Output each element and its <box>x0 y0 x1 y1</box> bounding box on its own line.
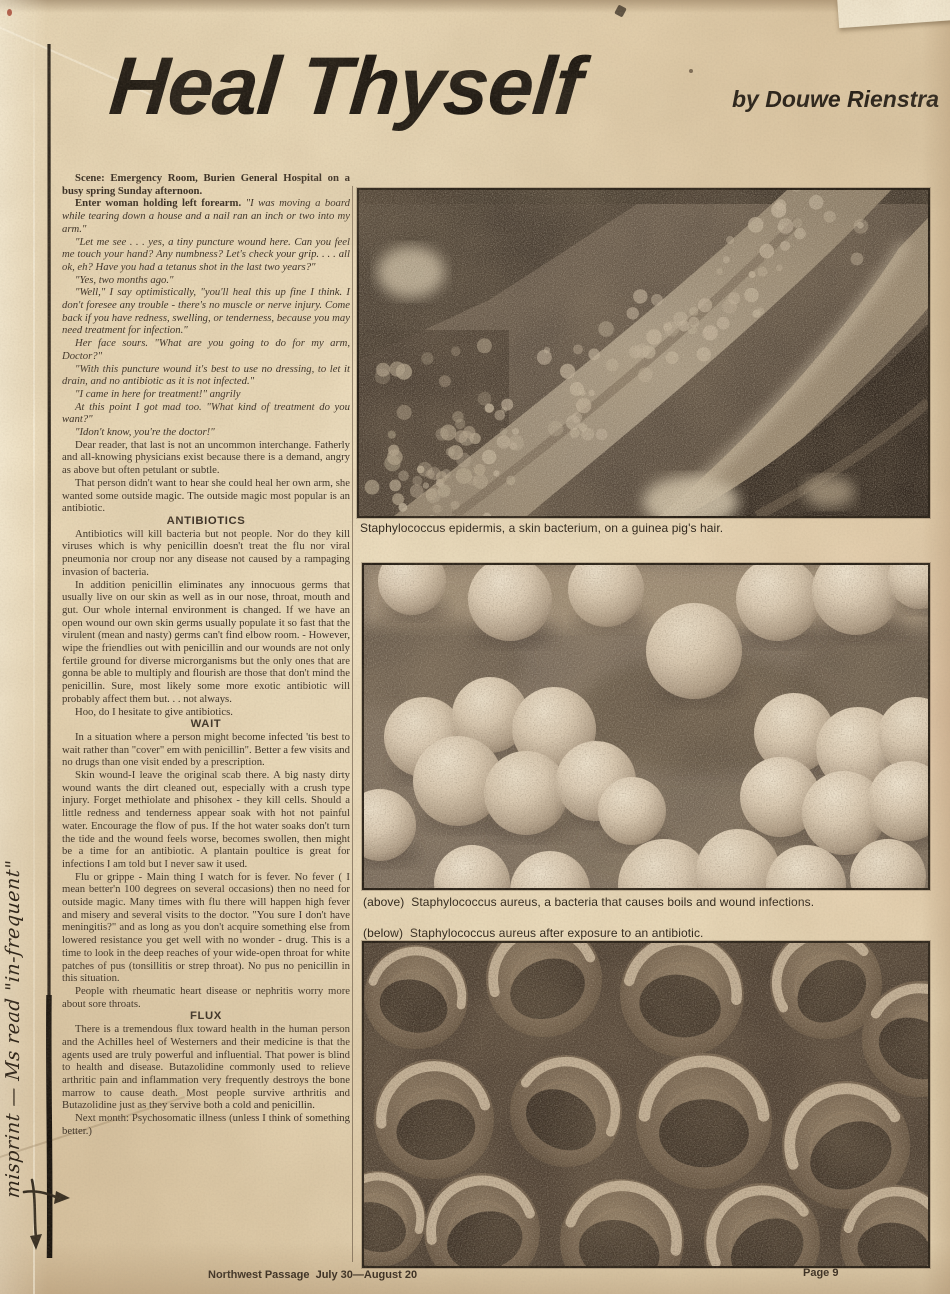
micrograph-hair-photo <box>357 188 930 518</box>
article-paragraph: "Let me see . . . yes, a tiny puncture wound here. Can you feel me touch your hand? Any numbness? Let's check your grip. . . . all ok, eh? Have you had a tetanus shot in the last two years?" <box>62 235 350 273</box>
pen-mark <box>614 4 627 17</box>
micrograph-antibiotic-photo <box>362 941 930 1268</box>
byline: by Douwe Rienstra <box>732 86 940 112</box>
column-rule <box>352 186 353 1262</box>
torn-corner <box>837 0 950 28</box>
article-paragraph: "Yes, two months ago." <box>75 273 174 286</box>
article-paragraph: Next month: Psychosomatic illness (unless I think of something better.) <box>62 1112 350 1137</box>
article-column <box>62 172 350 1137</box>
photo-caption-aureus: (above) Staphylococcus aureus, a bacteria that causes boils and wound infections. <box>363 895 815 909</box>
photo-caption-antibiotic: (below) Staphylococcus aureus after exposure to an antibiotic. <box>363 926 704 940</box>
article-paragraph: "Idon't know, you're the doctor!" <box>75 426 215 439</box>
article-paragraph: "With this puncture wound it's best to use no dressing, to let it drain, and no antibiotic as it is not infected." <box>62 362 350 388</box>
section-heading: WAIT <box>190 718 222 731</box>
article-paragraph: People with rheumatic heart disease or nephritis worry more about sore throats. <box>62 985 350 1010</box>
article-paragraph: Enter woman holding left forearm. "I was moving a board while tearing down a house and a nail ran an inch or two into my arm." <box>62 197 350 235</box>
margin-rule <box>42 40 58 1264</box>
article-paragraph: Antibiotics will kill bacteria but not people. Nor do they kill viruses which is why penicillin doesn't treat the flu nor viral pneumonia nor croup nor any disease not caused by a rampaging invasion of bacteria. <box>62 527 350 578</box>
article-paragraph: Dear reader, that last is not an uncommon interchange. Fatherly and all-knowing physicians exist because there is a demand, angry as above but often petulant or subtle. <box>62 438 350 477</box>
photo-caption-hair: Staphylococcus epidermis, a skin bacterium, on a guinea pig's hair. <box>360 521 724 535</box>
article-paragraph: Flu or grippe - Main thing I watch for is fever. No fever ( I mean better'n 100 degrees on several occasions) then no need for outside magic. Many times with flu there will happen high fever and misery and several visits to the doctor. "You sure I don't have meningitis?" and as long as you don't acquire something else from lowered resistance you get well with no wonder - drug. This is a time to look in the deep reaches of your wide-open throat for white patches of pus (tonsillitis or strep throat). No pus no penicillin in this situation. <box>62 870 350 985</box>
ink-speck <box>689 69 693 73</box>
section-heading: ANTIBIOTICS <box>166 514 246 527</box>
footer-page-number: Page 9 <box>803 1267 839 1279</box>
article-paragraph: Hoo, do I hesitate to give antibiotics. <box>75 705 233 718</box>
micrograph-aureus-photo <box>362 563 930 890</box>
article-paragraph: There is a tremendous flux toward health in the human person and the Achilles heel of Westerners and their medicine is that the agents used are truly powerful and influential. That power is blind to health and disease. Butazolidine commonly used to relieve arthritic pain and inflammation very frequently destroys the bone marrow to cause death. Most people survive arthritis and Butazolidine just as they servive both a cold and penicillin. <box>62 1023 350 1112</box>
article-paragraph: That person didn't want to hear she could heal her own arm, she wanted some outside magic. The outside magic most popular is an antibiotic. <box>62 476 350 515</box>
article-paragraph: In a situation where a person might become infected 'tis best to wait rather than "cover" em with penicillin". Better a few visits and no drugs than one visit ended by a prescription. <box>62 730 350 769</box>
page-title: Heal Thyself <box>106 41 586 132</box>
footer-publication: Northwest Passage July 30—August 20 <box>208 1269 418 1281</box>
article-paragraph: Scene: Emergency Room, Burien General Hospital on a busy spring Sunday afternoon. <box>62 172 350 197</box>
handwritten-margin-note: misprint — Ms read "in-frequent" <box>2 858 24 1200</box>
article-paragraph: At this point I got mad too. "What kind of treatment do you want?" <box>62 400 350 426</box>
article-paragraph: In addition penicillin eliminates any innocuous germs that usually live on our skin as well as in our nose, throat, mouth and gut. Our whole internal environment is changed. If we have an open wound our own skin germs usually populate it so fast that the virulent (mean and nasty) germs can't find elbow room. - However, wipe the friendlies out with penicillin and our wounds are not only fertile ground for diverse microrganisms but the only ones that are gonna be able to multiply and flourish are those that don't mind the penicillin. Sure, most likely some more exotic antibiotic will probably affect them but. . . not always. <box>62 578 350 705</box>
article-paragraph: Skin wound-I leave the original scab there. A big nasty dirty wound wants the dirt cleaned out, especially with a crush type injury. Forget methiolate and phisohex - they kill cells. Should a little redness and tenderness appear soak with hot not painful water. Encourage the flow of pus. If the hot water soaks don't turn the tide and the wound feels worse, becomes swollen, then might be a time for an antibiotic. A plantain poultice is great for infections I am told but I never saw it used. <box>62 769 350 870</box>
article-paragraph: "I came in here for treatment!" angrily <box>75 387 241 400</box>
article-paragraph: Her face sours. "What are you going to do for my arm, Doctor?" <box>62 337 350 362</box>
article-paragraph: "Well," I say optimistically, "you'll heal this up fine I think. I don't foresee any trouble - there's no muscle or nerve injury. Come back if you have redness, swelling, or tenderness, because you may need treatment for infection." <box>62 286 350 337</box>
section-heading: FLUX <box>190 1010 222 1023</box>
ink-speck <box>7 9 12 16</box>
